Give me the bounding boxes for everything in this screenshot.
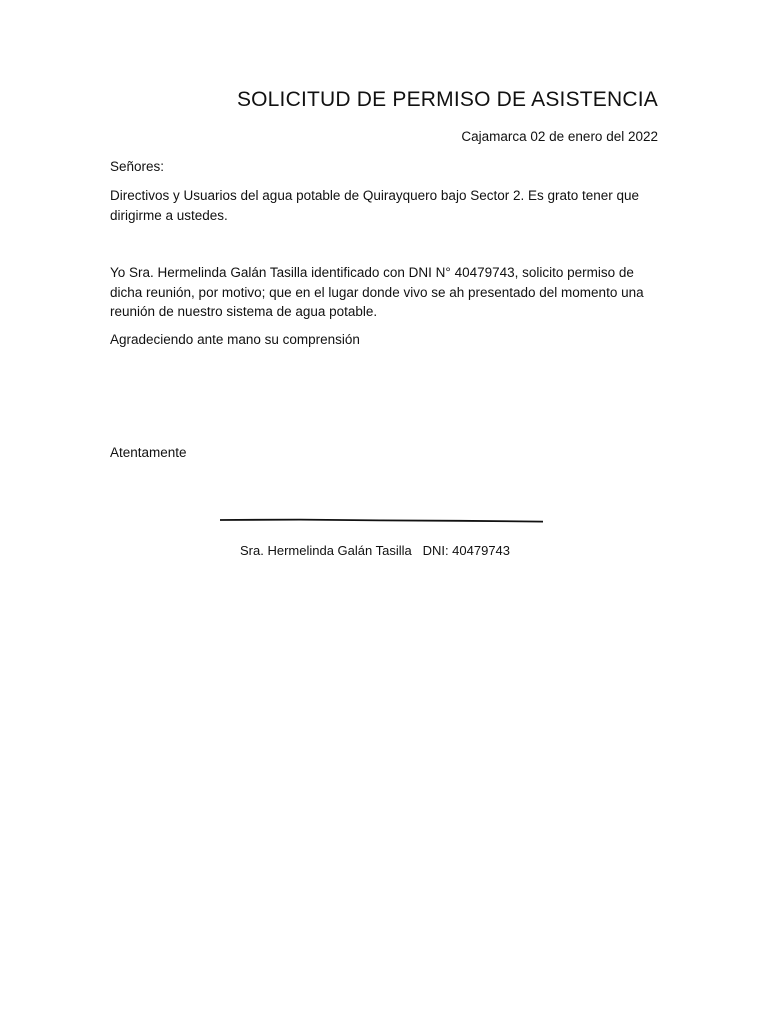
document-title: SOLICITUD DE PERMISO DE ASISTENCIA: [236, 88, 658, 111]
signature-line: [220, 516, 543, 526]
signatory-name: Sra. Hermelinda Galán Tasilla DNI: 40479743: [240, 543, 511, 558]
body-paragraph: Yo Sra. Hermelinda Galán Tasilla identificado con DNI N° 40479743, solicito permiso de dicha reunión, por motivo; que en el lugar donde vivo se ah presentado del momento una reunión de nuestro sistema de agua potable.: [110, 265, 644, 319]
recipients-paragraph: Directivos y Usuarios del agua potable de Quirayquero bajo Sector 2. Es grato tener que dirigirme a ustedes.: [110, 188, 640, 223]
closing-text: Atentamente: [110, 445, 187, 460]
thanks-paragraph: Agradeciendo ante mano su comprensión: [110, 332, 360, 347]
salutation: Señores:: [110, 159, 165, 174]
document-date: Cajamarca 02 de enero del 2022: [461, 129, 658, 144]
